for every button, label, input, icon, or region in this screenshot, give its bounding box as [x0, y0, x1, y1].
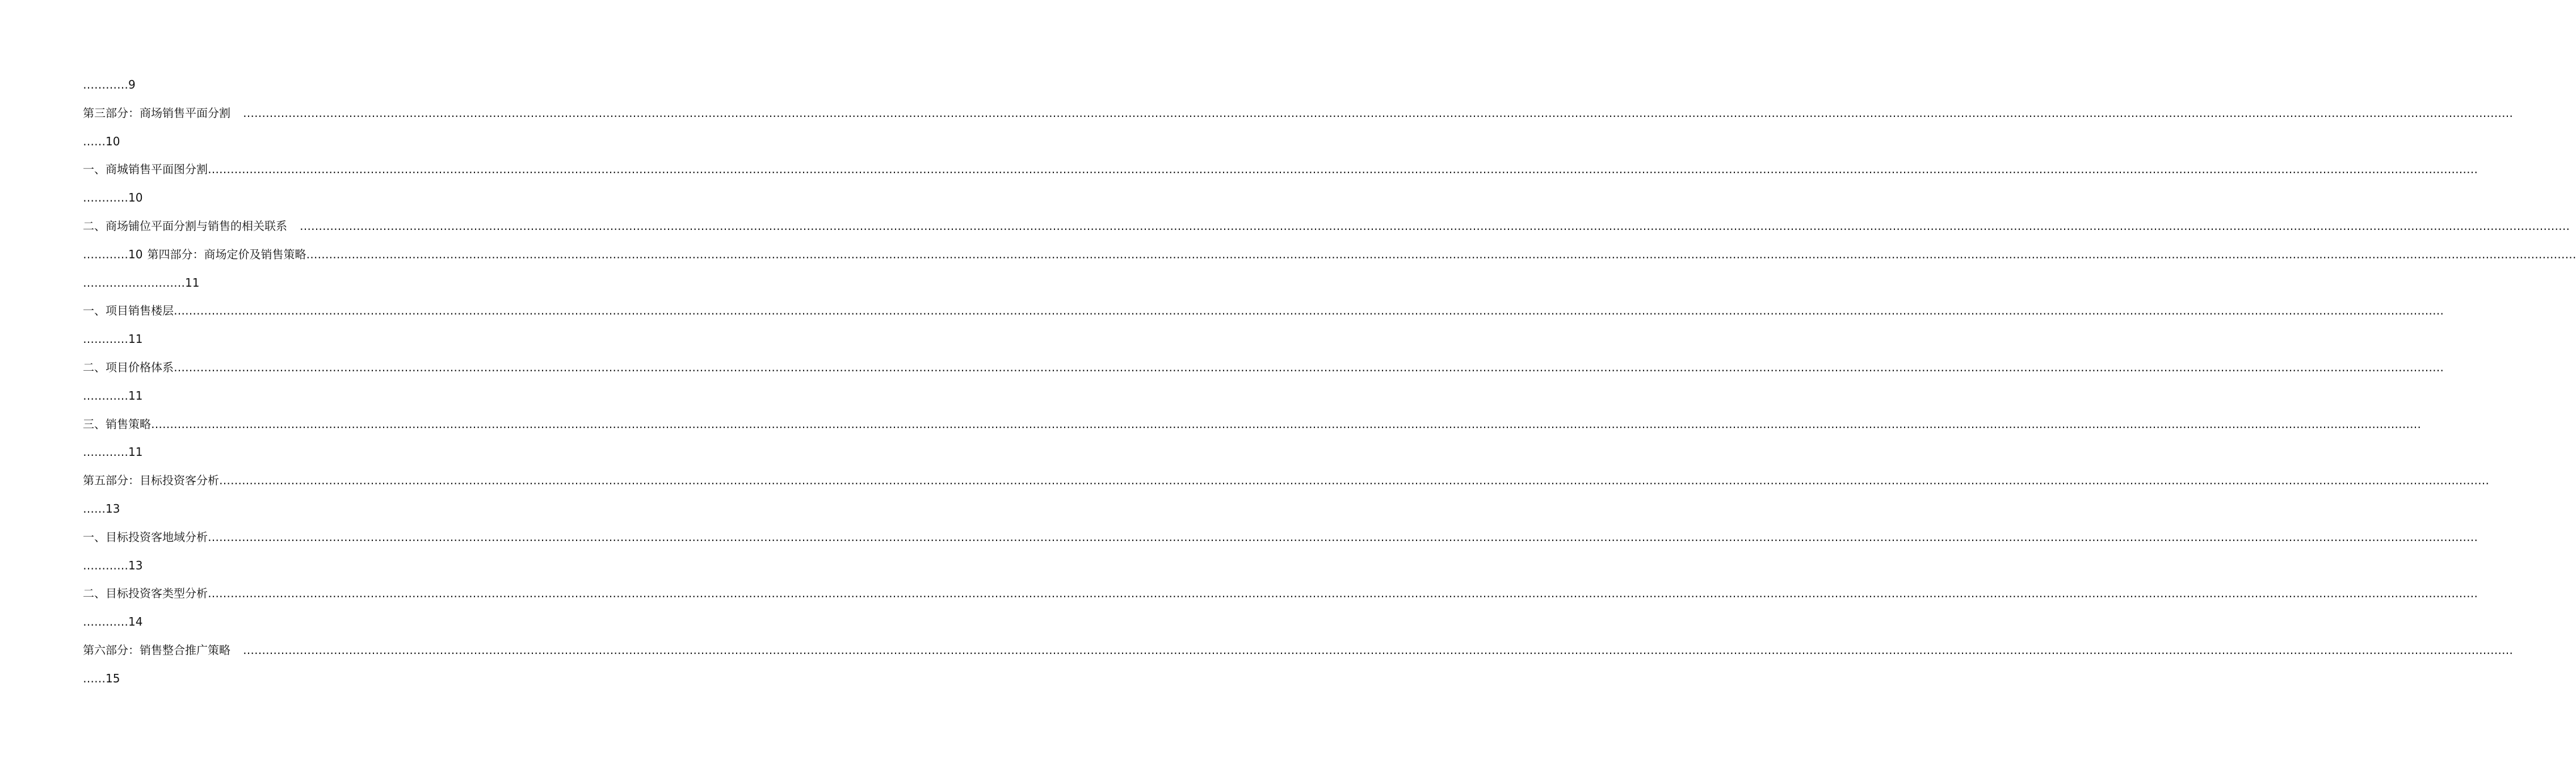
dot-leader: …………………………………………………………………………………………………………………………………………………………………………………………………………………………………………………………………………………………………………………………………………………………………………………………………………………………………………………………………………………………………………………………………………………… — [151, 417, 2421, 431]
toc-page-number: 10 — [128, 247, 143, 261]
toc-line — [83, 665, 464, 693]
dot-leader: …… — [83, 134, 106, 148]
toc-line — [83, 128, 464, 156]
dot-leader: …………………………………………………………………………………………………………………………………………………………………………………………………………………………………………………………………………………………………………………………………………………………………………………………………………………………………………………………………………………………………………………………………………………… — [243, 643, 2513, 657]
toc-page — [83, 71, 2576, 693]
dot-leader: ………… — [83, 388, 128, 403]
dot-leader: …………………………………………………………………………………………………………………………………………………………………………………………………………………………………………………………………………………………………………………………………………………………………………………………………………………………………………………………………………………………………………………………………………………… — [208, 530, 2478, 544]
toc-line — [83, 269, 464, 297]
dot-leader: ………… — [83, 615, 128, 629]
toc-line — [83, 552, 464, 580]
toc-entry-title: 三、销售策略 — [83, 417, 151, 431]
toc-line — [83, 354, 2444, 382]
toc-entry-title: 第四部分：商场定价及销售策略 — [147, 247, 306, 261]
toc-entry-title: 二、商场铺位平面分割与销售的相关联系 — [83, 219, 287, 233]
toc-page-number: 13 — [106, 501, 120, 515]
toc-page-number: 10 — [128, 191, 143, 205]
toc-entry-title: 二、目标投资客类型分析 — [83, 586, 208, 601]
toc-line — [83, 212, 2570, 241]
toc-line — [83, 325, 464, 354]
toc-line — [83, 636, 2513, 665]
dot-leader: ………… — [83, 332, 128, 346]
dot-leader: …………………………………………………………………………………………………………………………………………………………………………………………………………………………………………………………………………………………………………………………………………………………………………………………………………………………………………………………………………………………………………………………………………………… — [306, 247, 2576, 261]
toc-line — [83, 241, 2576, 269]
dot-leader: …………………………………………………………………………………………………………………………………………………………………………………………………………………………………………………………………………………………………………………………………………………………………………………………………………………………………………………………………………………………………………………………………………………… — [219, 473, 2489, 488]
dot-leader: …………………………………………………………………………………………………………………………………………………………………………………………………………………………………………………………………………………………………………………………………………………………………………………………………………………………………………………………………………………………………………………………………………………… — [208, 162, 2478, 177]
toc-entry-title: 二、项目价格体系 — [83, 360, 174, 374]
toc-entry-title: 一、商城销售平面图分割 — [83, 162, 208, 177]
toc-line — [83, 608, 464, 636]
dot-leader: …………………………………………………………………………………………………………………………………………………………………………………………………………………………………………………………………………………………………………………………………………………………………………………………………………………………………………………………………………………………………………………………………………………… — [243, 106, 2513, 120]
toc-line — [83, 495, 464, 523]
dot-leader: …………………………………………………………………………………………………………………………………………………………………………………………………………………………………………………………………………………………………………………………………………………………………………………………………………………………………………………………………………………………………………………………………………………… — [208, 586, 2478, 601]
toc-page-number: 11 — [128, 445, 143, 459]
toc-line — [83, 297, 2444, 325]
toc-line — [83, 580, 2478, 608]
dot-leader: ………… — [83, 445, 128, 459]
toc-page-number: 11 — [185, 275, 200, 290]
toc-line — [83, 184, 464, 212]
dot-leader: ………… — [83, 558, 128, 572]
toc-page-number: 13 — [128, 558, 143, 572]
toc-line — [83, 410, 2421, 439]
toc-line — [83, 71, 464, 99]
toc-entry-title: 第六部分：销售整合推广策略 — [83, 643, 230, 657]
dot-leader: ……………………… — [83, 275, 185, 290]
toc-page-number: 9 — [128, 78, 136, 91]
toc-entry-title: 一、项目销售楼层 — [83, 304, 174, 318]
dot-leader: …… — [83, 501, 106, 515]
toc-line — [83, 156, 2478, 184]
toc-page-number: 11 — [128, 332, 143, 346]
dot-leader: …………………………………………………………………………………………………………………………………………………………………………………………………………………………………………………………………………………………………………………………………………………………………………………………………………………………………………………………………………………………………………………………………………………… — [300, 219, 2570, 233]
toc-line — [83, 523, 2478, 552]
toc-line — [83, 438, 464, 467]
toc-line — [83, 99, 2513, 128]
dot-leader: ………… — [83, 247, 128, 261]
toc-page-number: 15 — [106, 671, 120, 685]
dot-leader: …… — [83, 671, 106, 685]
toc-line — [83, 467, 2489, 495]
dot-leader: ………… — [83, 78, 128, 91]
toc-entry-title: 第三部分：商场销售平面分割 — [83, 106, 230, 120]
toc-entry-title: 第五部分：目标投资客分析 — [83, 473, 219, 488]
toc-page-number: 11 — [128, 388, 143, 403]
dot-leader: ………… — [83, 191, 128, 205]
toc-page-number: 10 — [106, 134, 120, 148]
toc-line — [83, 382, 464, 410]
dot-leader: …………………………………………………………………………………………………………………………………………………………………………………………………………………………………………………………………………………………………………………………………………………………………………………………………………………………………………………………………………………………………………………………………………………… — [174, 304, 2444, 318]
toc-entry-title: 一、目标投资客地域分析 — [83, 530, 208, 544]
dot-leader: …………………………………………………………………………………………………………………………………………………………………………………………………………………………………………………………………………………………………………………………………………………………………………………………………………………………………………………………………………………………………………………………………………………… — [174, 360, 2444, 374]
toc-page-number: 14 — [128, 615, 143, 629]
